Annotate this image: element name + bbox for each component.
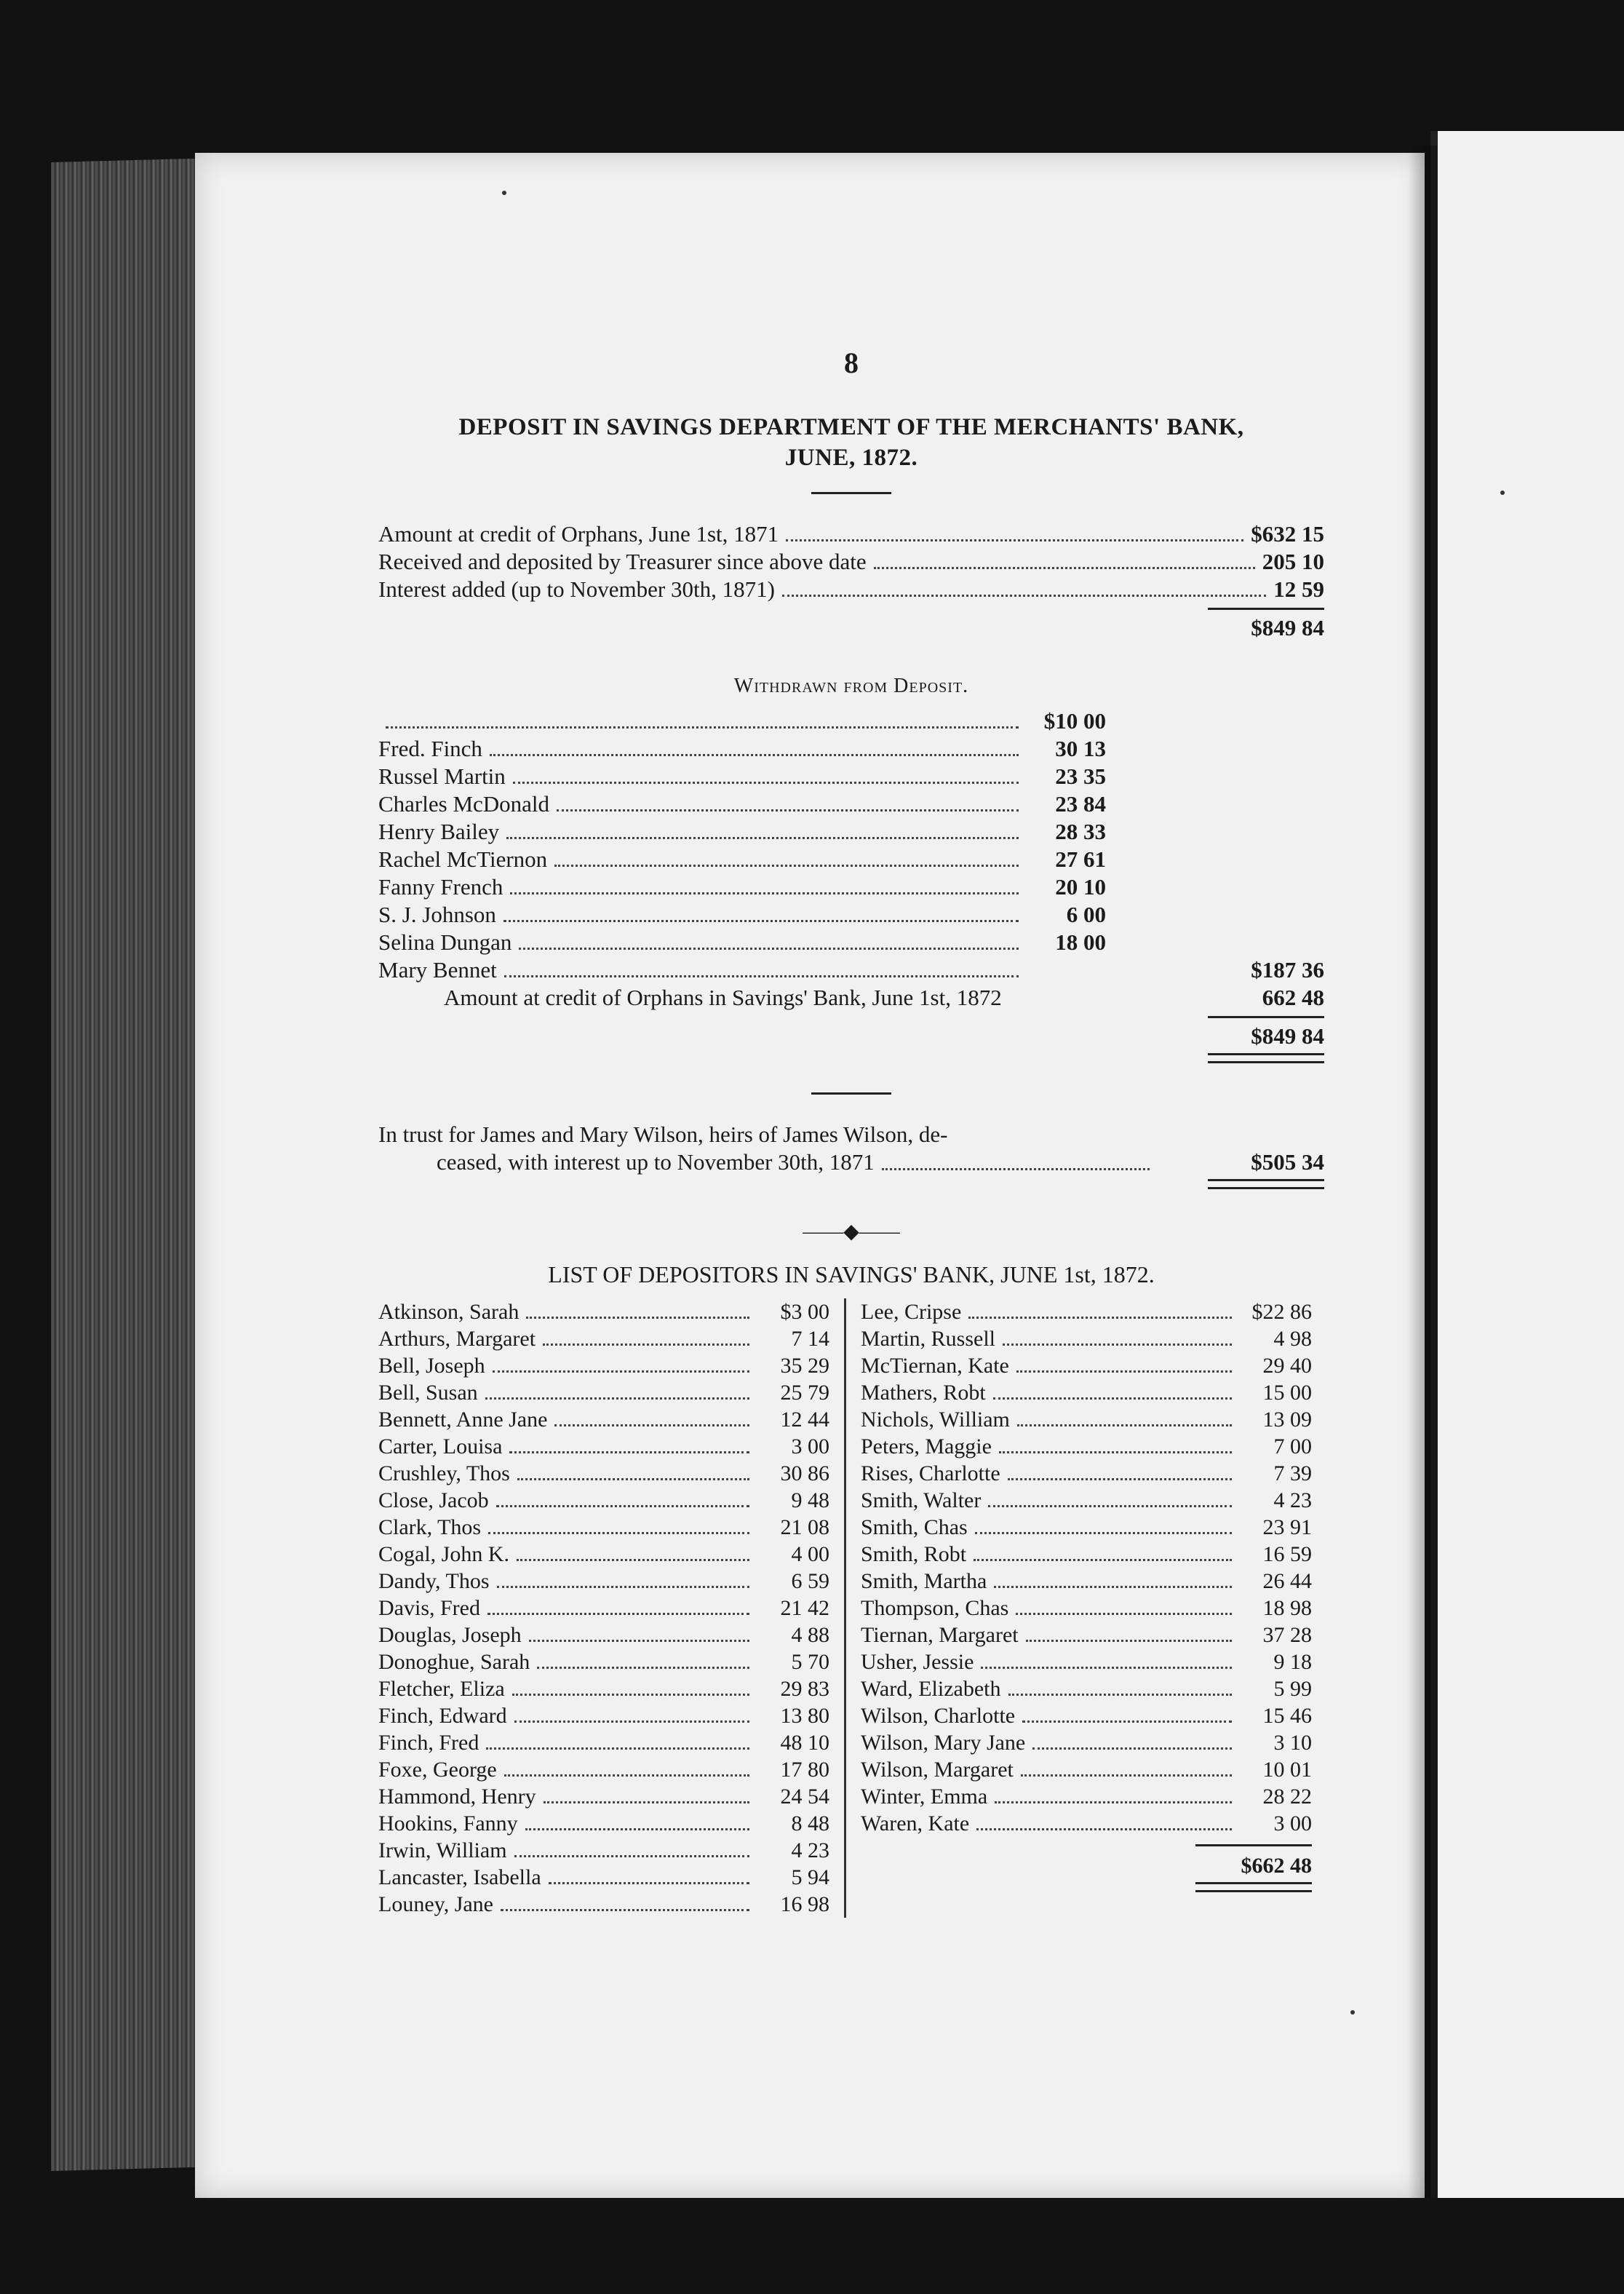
dot-leader — [526, 1317, 749, 1319]
withdrawal-row — [378, 818, 1106, 846]
total-rule — [1208, 608, 1324, 610]
grand-total-row — [378, 1023, 1324, 1050]
dot-leader — [1021, 1774, 1232, 1777]
dot-leader — [994, 1586, 1232, 1588]
total-rule — [1208, 1016, 1324, 1018]
depositor-name: Atkinson, Sarah — [378, 1300, 520, 1324]
depositor-name: Finch, Fred — [378, 1731, 479, 1755]
depositor-row — [378, 1568, 829, 1595]
withdrawal-name: Fanny French — [378, 874, 503, 900]
depositor-row — [378, 1756, 829, 1783]
withdrawals-total: $187 36 — [1251, 957, 1324, 983]
withdrawal-amount: 30 13 — [1055, 736, 1106, 761]
withdrawal-amount: $10 00 — [1043, 708, 1106, 734]
withdrawal-name: Charles McDonald — [378, 791, 550, 817]
dot-leader — [544, 1801, 749, 1803]
depositor-amount: 15 00 — [1262, 1381, 1312, 1405]
depositor-name: Smith, Martha — [861, 1569, 987, 1593]
withdrawal-row — [378, 735, 1106, 763]
double-rule — [1208, 1053, 1324, 1063]
depositor-row — [378, 1541, 829, 1568]
depositor-row — [378, 1460, 829, 1487]
withdrawal-name: Henry Bailey — [378, 819, 500, 844]
withdrawal-row — [378, 790, 1106, 818]
withdrawals-list — [378, 707, 1106, 984]
paper-speck — [1500, 491, 1505, 495]
credit-label: Received and deposited by Treasurer since above date — [378, 549, 867, 574]
depositor-amount: $22 86 — [1251, 1300, 1312, 1324]
depositor-amount: 5 70 — [791, 1650, 829, 1674]
depositor-name: Arthurs, Margaret — [378, 1327, 536, 1351]
depositor-name: Wilson, Mary Jane — [861, 1731, 1026, 1755]
withdrawal-name: Russel Martin — [378, 763, 506, 789]
depositor-amount: 4 23 — [791, 1838, 829, 1862]
dot-leader — [1016, 1613, 1232, 1615]
depositor-row — [378, 1325, 829, 1352]
dot-leader — [490, 754, 1019, 756]
withdrawal-amount: 28 33 — [1055, 819, 1106, 844]
depositor-row — [378, 1810, 829, 1837]
section-rule — [811, 1092, 891, 1095]
depositor-row — [378, 1783, 829, 1810]
depositor-name: Clark, Thos — [378, 1515, 482, 1539]
depositor-amount: 3 00 — [1273, 1811, 1312, 1835]
depositor-name: Foxe, George — [378, 1758, 497, 1782]
dot-leader — [525, 1828, 749, 1830]
depositor-name: Smith, Chas — [861, 1515, 968, 1539]
dot-leader — [512, 1694, 749, 1696]
withdrawal-row — [378, 763, 1106, 790]
dot-leader — [486, 1747, 749, 1750]
depositor-amount: 23 91 — [1262, 1515, 1312, 1539]
credit-amount: 12 59 — [1273, 576, 1324, 602]
remaining-label: Amount at credit of Orphans in Savings' Bank, June 1st, 1872 — [444, 985, 1002, 1010]
trust-text — [378, 1121, 1157, 1176]
depositor-row — [378, 1433, 829, 1460]
dot-leader — [974, 1559, 1232, 1561]
depositor-name: Hookins, Fanny — [378, 1811, 518, 1835]
paper-speck — [1350, 2010, 1355, 2015]
depositor-row — [861, 1514, 1312, 1541]
depositors-table — [378, 1298, 1324, 1918]
dot-leader — [488, 1532, 749, 1534]
depositor-amount: 18 98 — [1262, 1596, 1312, 1620]
double-rule — [1195, 1882, 1312, 1892]
depositor-amount: 30 86 — [780, 1461, 829, 1485]
depositor-amount: 9 18 — [1273, 1650, 1312, 1674]
depositor-amount: 26 44 — [1262, 1569, 1312, 1593]
depositor-amount: 5 99 — [1273, 1677, 1312, 1701]
depositor-amount: 16 98 — [780, 1892, 829, 1916]
dot-leader — [517, 1559, 749, 1561]
depositor-row — [861, 1595, 1312, 1622]
trust-amount: $505 34 — [1251, 1149, 1324, 1175]
trust-line-1: In trust for James and Mary Wilson, heirs of James Wilson, de- — [378, 1122, 948, 1147]
depositor-name: Carter, Louisa — [378, 1434, 503, 1458]
depositor-name: Louney, Jane — [378, 1892, 493, 1916]
depositors-right-list — [861, 1298, 1312, 1837]
dot-leader — [557, 809, 1019, 811]
depositor-amount: 17 80 — [780, 1758, 829, 1782]
withdrawal-name: Selina Dungan — [378, 929, 512, 955]
withdrawal-amount: 23 84 — [1055, 791, 1106, 817]
credit-row — [378, 576, 1324, 603]
depositor-name: Winter, Emma — [861, 1785, 988, 1809]
page-title-date: JUNE, 1872. — [784, 445, 918, 471]
depositor-name: Peters, Maggie — [861, 1434, 992, 1458]
page-title: DEPOSIT IN SAVINGS DEPARTMENT OF THE MERCHANTS' BANK, — [458, 414, 1244, 440]
trust-section — [378, 1121, 1324, 1176]
depositor-name: Dandy, Thos — [378, 1569, 490, 1593]
depositor-row — [378, 1622, 829, 1648]
depositor-name: Donoghue, Sarah — [378, 1650, 530, 1674]
withdrawal-amount: 20 10 — [1055, 874, 1106, 900]
depositor-amount: 24 54 — [780, 1785, 829, 1809]
depositor-row — [378, 1864, 829, 1891]
depositor-row — [378, 1595, 829, 1622]
depositor-name: Bell, Susan — [378, 1381, 478, 1405]
dot-leader — [1003, 1344, 1232, 1346]
dot-leader — [504, 975, 1019, 977]
depositor-name: Bennett, Anne Jane — [378, 1408, 548, 1432]
dot-leader — [514, 1720, 749, 1723]
depositor-row — [378, 1298, 829, 1325]
total-rule — [1195, 1844, 1312, 1846]
spine-shadow — [1408, 146, 1437, 2198]
depositor-name: Smith, Robt — [861, 1542, 967, 1566]
depositors-right-column — [861, 1298, 1312, 1918]
depositor-name: Nichols, William — [861, 1408, 1010, 1432]
dot-leader — [988, 1505, 1232, 1507]
dot-leader — [995, 1801, 1232, 1803]
withdrawn-heading: Withdrawn from Deposit. — [733, 675, 969, 697]
dot-leader — [1032, 1747, 1232, 1750]
page-number: 8 — [844, 346, 859, 379]
withdrawal-amount: 18 00 — [1055, 929, 1106, 955]
credit-row — [378, 520, 1324, 548]
dot-leader — [976, 1828, 1232, 1830]
withdrawal-row — [378, 956, 1106, 984]
depositor-amount: 3 00 — [791, 1434, 829, 1458]
depositor-amount: 29 40 — [1262, 1354, 1312, 1378]
depositor-row — [861, 1729, 1312, 1756]
remaining-amount: 662 48 — [1262, 985, 1324, 1010]
dot-leader — [549, 1882, 749, 1884]
depositor-name: Douglas, Joseph — [378, 1623, 522, 1647]
credits-total-row — [378, 614, 1324, 642]
dot-leader — [1017, 1424, 1232, 1426]
depositor-name: Lancaster, Isabella — [378, 1865, 541, 1889]
depositor-name: Fletcher, Eliza — [378, 1677, 505, 1701]
trust-line-2 — [378, 1148, 1157, 1176]
dot-leader — [386, 726, 1019, 729]
depositor-amount: 48 10 — [780, 1731, 829, 1755]
depositor-amount: 7 00 — [1273, 1434, 1312, 1458]
depositor-name: Rises, Charlotte — [861, 1461, 1000, 1485]
depositor-amount: 16 59 — [1262, 1542, 1312, 1566]
withdrawal-name: Rachel McTiernon — [378, 846, 548, 872]
depositor-row — [861, 1648, 1312, 1675]
depositor-amount: 21 42 — [780, 1596, 829, 1620]
depositor-row — [861, 1406, 1312, 1433]
depositor-row — [378, 1379, 829, 1406]
dot-leader — [503, 920, 1019, 922]
credit-row — [378, 548, 1324, 576]
depositor-name: Usher, Jessie — [861, 1650, 974, 1674]
withdrawal-row — [378, 929, 1106, 956]
dot-leader — [1026, 1640, 1232, 1642]
dot-leader — [554, 1424, 749, 1426]
depositor-amount: 4 00 — [791, 1542, 829, 1566]
dot-leader — [510, 892, 1019, 894]
credit-label: Interest added (up to November 30th, 1871) — [378, 576, 775, 602]
depositor-row — [861, 1622, 1312, 1648]
credits-total: $849 84 — [1251, 615, 1324, 640]
dot-leader — [554, 865, 1019, 867]
depositor-amount: 28 22 — [1262, 1785, 1312, 1809]
depositor-name: Smith, Walter — [861, 1488, 982, 1512]
double-rule — [1208, 1179, 1324, 1189]
dot-leader — [509, 1451, 749, 1453]
depositor-amount: 12 44 — [780, 1408, 829, 1432]
depositor-amount: 13 09 — [1262, 1408, 1312, 1432]
depositor-row — [861, 1756, 1312, 1783]
depositors-left-column — [378, 1298, 829, 1918]
credit-amount: $632 15 — [1251, 521, 1324, 547]
depositor-row — [378, 1702, 829, 1729]
depositor-row — [378, 1729, 829, 1756]
depositor-row — [378, 1352, 829, 1379]
page-content — [378, 346, 1324, 1918]
dot-leader — [517, 1478, 749, 1480]
depositor-amount: 4 98 — [1273, 1327, 1312, 1351]
depositor-row — [378, 1891, 829, 1918]
depositor-amount: 15 46 — [1262, 1704, 1312, 1728]
dot-leader — [1022, 1720, 1232, 1723]
depositor-row — [861, 1379, 1312, 1406]
dot-leader — [782, 595, 1266, 597]
depositor-name: Lee, Cripse — [861, 1300, 962, 1324]
depositor-row — [378, 1406, 829, 1433]
withdrawal-name: Mary Bennet — [378, 957, 497, 983]
withdrawals-section — [378, 707, 1324, 984]
withdrawal-row — [378, 901, 1106, 929]
withdrawals-totals — [1106, 707, 1324, 984]
trust-line-2-text: ceased, with interest up to November 30th, 1871 — [437, 1149, 875, 1175]
dot-leader — [514, 1855, 749, 1857]
dot-leader — [981, 1667, 1232, 1669]
depositor-name: Irwin, William — [378, 1838, 507, 1862]
depositor-row — [861, 1568, 1312, 1595]
depositor-amount: 29 83 — [780, 1677, 829, 1701]
dot-leader — [874, 567, 1255, 569]
paper-speck — [502, 191, 506, 195]
facing-page — [1430, 131, 1624, 2198]
dot-leader — [504, 1774, 749, 1777]
withdrawal-row — [378, 707, 1106, 735]
withdrawal-amount: 23 35 — [1055, 763, 1106, 789]
depositor-amount: $3 00 — [780, 1300, 829, 1324]
depositor-name: Martin, Russell — [861, 1327, 995, 1351]
depositor-name: Davis, Fred — [378, 1596, 480, 1620]
grand-total: $849 84 — [1251, 1023, 1324, 1049]
depositor-name: Cogal, John K. — [378, 1542, 509, 1566]
withdrawals-total-row — [1106, 956, 1324, 984]
dot-leader — [786, 539, 1243, 541]
depositor-amount: 3 10 — [1273, 1731, 1312, 1755]
depositor-row — [378, 1648, 829, 1675]
depositor-row — [861, 1702, 1312, 1729]
depositor-row — [861, 1810, 1312, 1837]
depositor-row — [861, 1541, 1312, 1568]
dot-leader — [513, 782, 1019, 784]
withdrawal-name: Fred. Finch — [378, 736, 482, 761]
dot-leader — [993, 1397, 1232, 1400]
depositor-name: Thompson, Chas — [861, 1596, 1009, 1620]
depositor-name: Tiernan, Margaret — [861, 1623, 1019, 1647]
depositor-amount: 35 29 — [780, 1354, 829, 1378]
depositor-row — [378, 1514, 829, 1541]
depositor-row — [861, 1298, 1312, 1325]
withdrawal-row — [378, 873, 1106, 901]
depositor-row — [861, 1783, 1312, 1810]
depositor-row — [861, 1352, 1312, 1379]
withdrawal-name: S. J. Johnson — [378, 902, 496, 927]
depositor-amount: 7 14 — [791, 1327, 829, 1351]
depositors-heading: LIST OF DEPOSITORS IN SAVINGS' BANK, JUNE 1st, 1872. — [548, 1261, 1155, 1287]
depositor-amount: 4 23 — [1273, 1488, 1312, 1512]
depositor-row — [861, 1325, 1312, 1352]
depositor-name: Wilson, Margaret — [861, 1758, 1014, 1782]
depositor-name: Ward, Elizabeth — [861, 1677, 1001, 1701]
depositor-amount: 10 01 — [1262, 1758, 1312, 1782]
depositor-amount: 25 79 — [780, 1381, 829, 1405]
depositor-amount: 7 39 — [1273, 1461, 1312, 1485]
credit-amount: 205 10 — [1262, 549, 1324, 574]
depositor-name: Hammond, Henry — [378, 1785, 536, 1809]
depositor-amount: 9 48 — [791, 1488, 829, 1512]
depositor-amount: 37 28 — [1262, 1623, 1312, 1647]
credits-section — [378, 520, 1324, 603]
depositor-amount: 5 94 — [791, 1865, 829, 1889]
dot-leader — [501, 1909, 749, 1911]
depositor-row — [861, 1487, 1312, 1514]
depositor-amount: 6 59 — [791, 1569, 829, 1593]
dot-leader — [882, 1148, 1150, 1170]
withdrawal-amount: 27 61 — [1055, 846, 1106, 872]
dot-leader — [1008, 1694, 1233, 1696]
depositor-row — [378, 1837, 829, 1864]
credit-label: Amount at credit of Orphans, June 1st, 1871 — [378, 521, 779, 547]
depositor-amount: 4 88 — [791, 1623, 829, 1647]
depositor-amount: 21 08 — [780, 1515, 829, 1539]
depositor-amount: 13 80 — [780, 1704, 829, 1728]
ornament-divider: ——◆—— — [803, 1221, 900, 1243]
depositor-row — [861, 1460, 1312, 1487]
dot-leader — [537, 1667, 749, 1669]
dot-leader — [497, 1586, 750, 1588]
depositor-row — [378, 1487, 829, 1514]
column-divider — [844, 1298, 846, 1918]
dot-leader — [485, 1397, 749, 1400]
dot-leader — [975, 1532, 1232, 1534]
dot-leader — [1008, 1478, 1232, 1480]
depositor-name: McTiernan, Kate — [861, 1354, 1009, 1378]
withdrawal-amount: 6 00 — [1066, 902, 1106, 927]
remaining-row — [378, 984, 1324, 1012]
depositor-name: Mathers, Robt — [861, 1381, 986, 1405]
dot-leader — [529, 1640, 749, 1642]
dot-leader — [1016, 1370, 1232, 1373]
dot-leader — [487, 1613, 749, 1615]
dot-leader — [999, 1451, 1232, 1453]
dot-leader — [493, 1370, 749, 1373]
depositor-row — [378, 1675, 829, 1702]
depositor-name: Close, Jacob — [378, 1488, 489, 1512]
depositor-name: Wilson, Charlotte — [861, 1704, 1016, 1728]
depositor-name: Finch, Edward — [378, 1704, 507, 1728]
depositor-row — [861, 1433, 1312, 1460]
depositor-row — [861, 1675, 1312, 1702]
depositor-name: Bell, Joseph — [378, 1354, 485, 1378]
book-page-edges — [51, 158, 218, 2171]
depositor-amount: 8 48 — [791, 1811, 829, 1835]
depositor-name: Waren, Kate — [861, 1811, 970, 1835]
withdrawal-row — [378, 846, 1106, 873]
dot-leader — [506, 837, 1019, 839]
dot-leader — [496, 1505, 749, 1507]
depositor-name: Crushley, Thos — [378, 1461, 510, 1485]
depositors-total: $662 48 — [1241, 1854, 1312, 1878]
dot-leader — [543, 1344, 749, 1346]
dot-leader — [968, 1317, 1232, 1319]
section-rule — [811, 492, 891, 494]
dot-leader — [519, 948, 1019, 950]
